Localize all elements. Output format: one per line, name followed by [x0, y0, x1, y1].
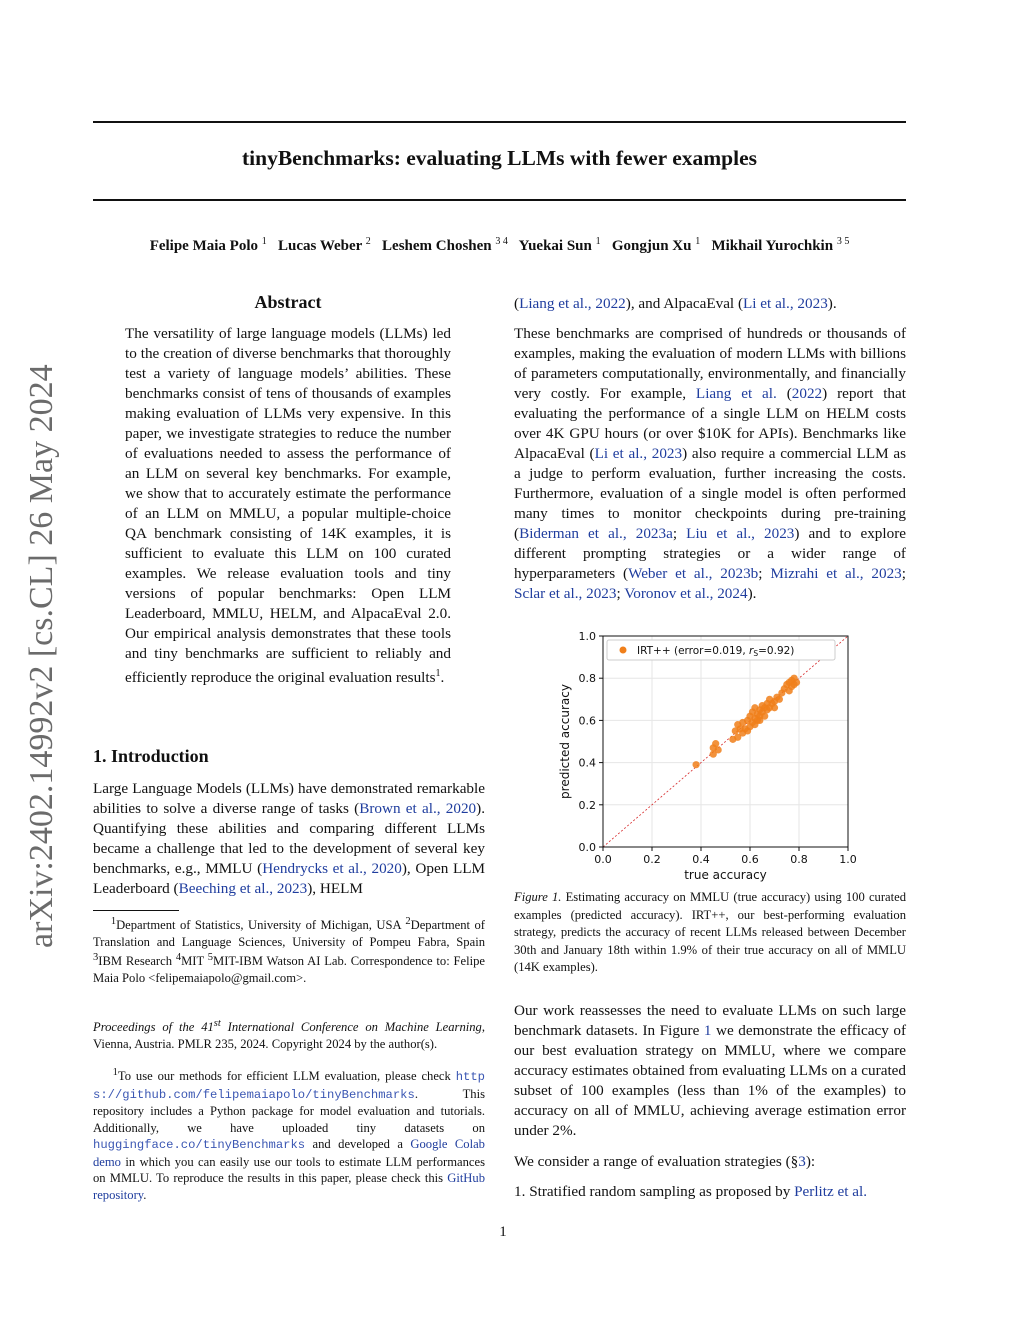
citation-link[interactable]: Biderman et al., 2023a: [519, 525, 673, 542]
citation-link[interactable]: Liang et al.: [695, 385, 777, 402]
figure-reference-link[interactable]: 1: [703, 1022, 712, 1039]
list-item: 1. Stratified random sampling as proposed by Perlitz et al.: [514, 1183, 868, 1200]
abstract-heading: Abstract: [254, 292, 322, 312]
data-point: [756, 717, 763, 724]
author-name: Leshem Choshen: [382, 238, 492, 254]
citation-link[interactable]: Li et al., 2023: [743, 295, 828, 312]
arxiv-identifier: arXiv:2402.14992v2 [cs.CL] 26 May 2024: [23, 364, 60, 948]
x-tick-label: 0.2: [643, 853, 661, 866]
right-col-para-2: These benchmarks are comprised of hundreds or thousands of examples, making the evaluation of modern LLMs with billions of parameters computationally, environmentally, and financially very costly. For example, Liang et al. (2022) report that evaluating the performance of a single LLM on HELM costs over 4K GPU hours (or over $10K for APIs). Benchmarks like AlpacaEval (Li et al., 2023) also require a commercial LLM as a judge to perform evaluation, further increasing the costs. Furthermore, evaluation of a single model is often performed many times to monitor checkpoints during pre-training (Biderman et al., 2023a; Liu et al., 2023) and to explore different prompting strategies or a wider range of hyperparameters (Weber et al., 2023b; Mizrahi et al., 2023; Sclar et al., 2023; Voronov et al., 2024).: [514, 325, 907, 602]
y-tick-label: 1.0: [578, 630, 596, 643]
citation-link[interactable]: Perlitz et al.: [794, 1183, 868, 1200]
author-affiliation: 1: [595, 236, 601, 247]
code-footnote: $^1$To use our methods for efficient LLM evaluation, please check https://github.com/felipemaiapolo/tinyBenchmarks. This repository includes a Python package for model evaluation and tutorials. Additionally, we have uploaded tiny datasets on huggingface.co/tinyBenchmarks and developed a Google Colab demo in which you can easily use our tools to estimate LLM performances on MMLU. To reproduce the results in this paper, please check this GitHub repository.: [93, 1067, 485, 1202]
x-axis-label: true accuracy: [684, 868, 767, 882]
data-point: [715, 746, 722, 753]
author-affiliation: 1: [261, 236, 267, 247]
author-list: [93, 236, 906, 255]
author-name: Mikhail Yurochkin: [711, 238, 834, 254]
x-tick-label: 1.0: [839, 853, 857, 866]
legend-label: IRT++ (error=0.019, rS=0.92): [637, 645, 795, 658]
y-tick-label: 0.8: [578, 672, 596, 686]
data-point: [734, 721, 741, 728]
y-tick-label: 0.2: [578, 798, 596, 812]
affiliations-footnote: $^1$Department of Statistics, University of Michigan, USA $^2$Department of Translation and Language Sciences, University of Pompeu Fabra, Spain $^3$IBM Research $^4$MIT $^5$MIT-IBM Watson AI Lab. Correspondence to: Felipe Maia Polo <felipemaiapolo@gmail.com>.: [93, 916, 486, 985]
citation-link[interactable]: Voronov et al., 2024: [624, 585, 748, 602]
abstract-text: The versatility of large language models (LLMs) led to the creation of diverse benchmarks that thoroughly test a variety of language models’ abilities. These benchmarks consist of tens of thousands of examples making evaluation of LLMs very expensive. In this paper, we investigate strategies to reduce the number of evaluations needed to assess the performance of an LLM on several key benchmarks. For example, we show that to accurately estimate the performance of an LLM on MMLU, a popular multiple-choice QA benchmark consisting of 14K examples, it is sufficient to evaluate this LLM on 100 curated examples. We release evaluation tools and tiny versions of popular benchmarks: Open LLM Leaderboard, MMLU, HELM, and AlpacaEval 2.0. Our empirical analysis demonstrates that these tools and tiny benchmarks are sufficient to reliably and efficiently reproduce the original evaluation results$^1$.: [125, 325, 451, 687]
proceedings-note: Proceedings of the 41st International Conference on Machine Learning, Vienna, Austria. PMLR 235, 2024. Copyright 2024 by the author(s).: [93, 1018, 486, 1051]
x-tick-label: 0.6: [741, 853, 759, 866]
y-axis-label: predicted accuracy: [558, 684, 572, 799]
legend-marker: [620, 647, 627, 654]
data-point: [712, 740, 719, 747]
author-affiliation: 3 4: [495, 236, 508, 247]
scatter-chart: [548, 624, 868, 886]
citation-link[interactable]: 2022: [791, 385, 823, 402]
paper-title: tinyBenchmarks: evaluating LLMs with fewer examples: [242, 146, 757, 170]
y-tick-label: 0.0: [578, 841, 596, 854]
colab-demo-link[interactable]: Google Colab demo: [93, 1137, 485, 1169]
chart-points: [693, 675, 801, 769]
right-col-para-1: (Liang et al., 2022), and AlpacaEval (Li et al., 2023).: [514, 295, 837, 312]
x-tick-label: 0.8: [790, 853, 808, 866]
citation-link[interactable]: Beeching et al., 2023: [178, 880, 308, 897]
x-tick-label: 0.0: [594, 853, 612, 866]
citation-link[interactable]: Mizrahi et al., 2023: [770, 565, 902, 582]
reference-line: [603, 636, 848, 847]
data-point: [793, 679, 800, 686]
author-name: Lucas Weber: [278, 238, 363, 254]
right-col-para-3: Our work reassesses the need to evaluate LLMs on such large benchmark datasets. In Figure 1 we demonstrate the efficacy of our best evaluation strategy on MMLU, where we compare accuracy estimates obtained from evaluating LLMs on a curated subset of 100 examples (less than 1% of the examples) to accuracy on all of MMLU, achieving average estimation error under 2%.: [514, 1002, 907, 1139]
footnote-mark[interactable]: 1: [435, 668, 441, 679]
y-tick-label: 0.6: [578, 714, 596, 728]
right-col-para-4: We consider a range of evaluation strategies (§3):: [514, 1153, 816, 1170]
footnote-rule: [93, 910, 179, 911]
citation-link[interactable]: Li et al., 2023: [594, 445, 683, 462]
intro-paragraph: Large Language Models (LLMs) have demonstrated remarkable abilities to solve a diverse range of tasks (Brown et al., 2020). Quantifying these abilities and comparing different LLMs became a challenge that led to the development of several key benchmarks, e.g., MMLU (Hendrycks et al., 2020), Open LLM Leaderboard (Beeching et al., 2023), HELM: [93, 780, 486, 897]
author-affiliation: 1: [695, 236, 701, 247]
y-tick-label: 0.4: [578, 756, 596, 770]
figure-caption: Figure 1. Estimating accuracy on MMLU (true accuracy) using 100 curated examples (predicted accuracy). IRT++, our best-performing evaluation strategy, predicts the accuracy of recent LLMs released between December 30th and January 18th within 1.9% of their true accuracy on all of MMLU (14K examples).: [514, 890, 906, 974]
citation-link[interactable]: Sclar et al., 2023: [514, 585, 617, 602]
intro-heading: 1. Introduction: [93, 746, 209, 766]
author-name: Yuekai Sun: [518, 238, 592, 254]
section-reference-link[interactable]: 3: [798, 1153, 806, 1170]
data-point: [786, 687, 793, 694]
author-name: Felipe Maia Polo: [149, 238, 258, 254]
data-point: [693, 761, 700, 768]
author-affiliation: 2: [365, 236, 371, 247]
author-affiliation: 3 5: [836, 236, 850, 247]
citation-link[interactable]: Brown et al., 2020: [359, 800, 477, 817]
data-point: [771, 704, 778, 711]
citation-link[interactable]: Liang et al., 2022: [519, 295, 626, 312]
github-url-link[interactable]: https://github.com/felipemaiapolo/tinyBenchmarks: [93, 1070, 485, 1102]
github-repository-link[interactable]: GitHub repository: [93, 1171, 485, 1202]
title-bottom-rule: [93, 199, 906, 201]
data-point: [744, 727, 751, 734]
citation-link[interactable]: Hendrycks et al., 2020: [262, 860, 402, 877]
page-number: 1: [499, 1224, 507, 1240]
chart-legend: [607, 640, 835, 660]
huggingface-url-link[interactable]: huggingface.co/tinyBenchmarks: [93, 1138, 306, 1153]
citation-link[interactable]: Liu et al., 2023: [686, 525, 795, 542]
data-point: [776, 696, 783, 703]
citation-link[interactable]: Weber et al., 2023b: [628, 565, 759, 582]
top-rule: [93, 121, 906, 123]
author-name: Gongjun Xu: [611, 238, 692, 254]
x-tick-label: 0.4: [692, 853, 710, 866]
